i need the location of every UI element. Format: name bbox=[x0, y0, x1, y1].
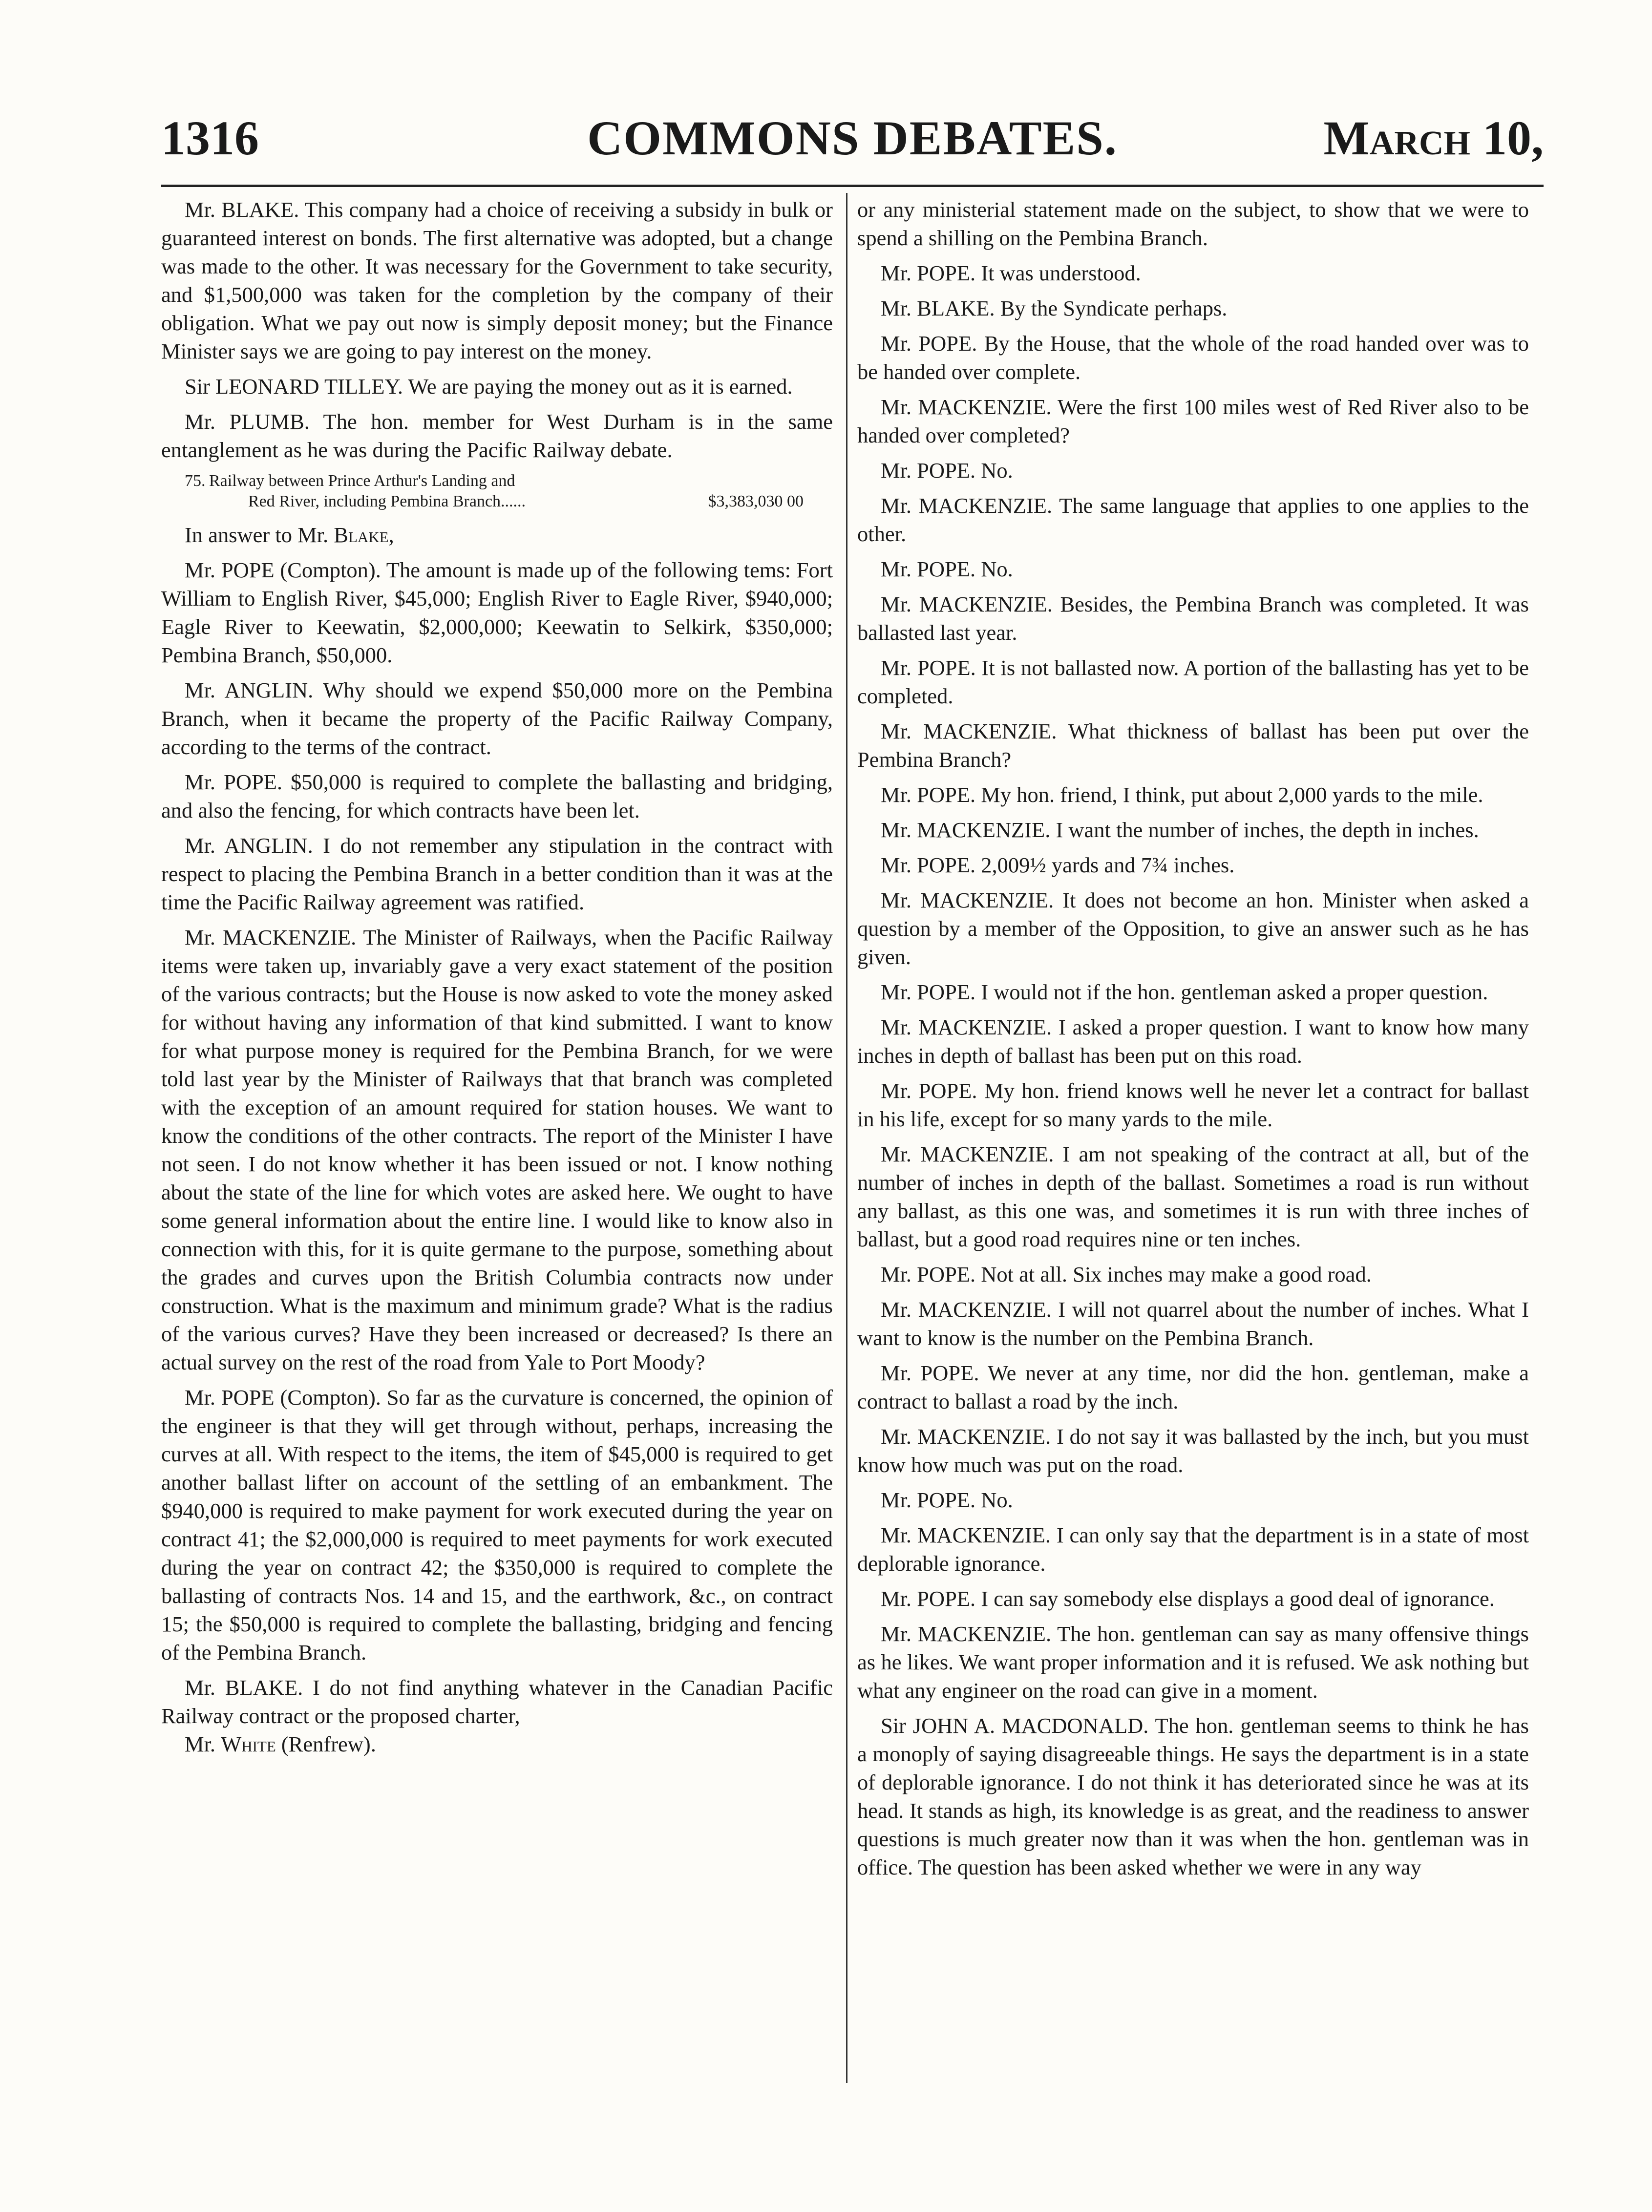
paragraph: Mr. MACKENZIE. I asked a proper question. I want to know how many inches in depth of ballast has been put on this road. bbox=[857, 1015, 1529, 1068]
paragraph: Mr. ANGLIN. I do not remember any stipulation in the contract with respect to placing the Pembina Branch in a better condition than it was at the time the Pacific Railway agreement was ratified. bbox=[161, 833, 833, 914]
paragraph: Mr. POPE. We never at any time, nor did the hon. gentleman, make a contract to ballast a road by the inch. bbox=[857, 1361, 1529, 1413]
paragraph: Mr. MACKENZIE. The same language that applies to one applies to the other. bbox=[857, 493, 1529, 546]
paragraph: Sir LEONARD TILLEY. We are paying the money out as it is earned. bbox=[185, 374, 793, 399]
item-number: 75. bbox=[185, 472, 206, 490]
paragraph: Mr. POPE. I can say somebody else displays a good deal of ignorance. bbox=[881, 1586, 1495, 1611]
paragraph: Mr. MACKENZIE. I am not speaking of the contract at all, but of the number of inches in depth of the ballast. Sometimes a road is run without any ballast, as this one was, and sometimes it is run with three inches of ballast, but a good road requires nine or ten inches. bbox=[857, 1142, 1529, 1251]
paragraph: Mr. MACKENZIE. Were the first 100 miles west of Red River also to be handed over completed? bbox=[857, 395, 1529, 447]
answer-note: In answer to Mr. Blake, bbox=[185, 523, 394, 547]
paragraph: Mr. POPE. I would not if the hon. gentleman asked a proper question. bbox=[881, 980, 1488, 1004]
paragraph: Mr. POPE. By the House, that the whole of the road handed over was to be handed over complete. bbox=[857, 331, 1529, 384]
paragraph: Mr. POPE (Compton). The amount is made up of the following tems: Fort William to English River, $45,000; English River to Eagle River, $940,000; Eagle River to Keewatin, $2,000,000; Keewatin to Selkirk, $350,000; Pembina Branch, $50,000. bbox=[161, 558, 833, 667]
left-column bbox=[161, 195, 833, 1765]
paragraph: Sir JOHN A. MACDONALD. The hon. gentleman seems to think he has a monoply of saying disagreeable things. He says the department is in a state of deplorable ignorance. I do not think it has deteriorated since he was at its head. It stands as high, its knowledge is as great, and the readiness to answer questions is much greater now than it was when the hon. gentleman was in office. The question has been asked whether we were in any way bbox=[857, 1713, 1529, 1879]
paragraph: Mr. ANGLIN. Why should we expend $50,000 more on the Pembina Branch, when it became the property of the Pacific Railway Company, according to the terms of the contract. bbox=[161, 678, 833, 759]
paragraph: Mr. MACKENZIE. The Minister of Railways, when the Pacific Railway items were taken up, invariably gave a very exact statement of the position of the various contracts; but the House is now asked to vote the money asked for without having any information of that kind submitted. I want to know for what purpose money is required for the Pembina Branch, for we were told last year by the Minister of Railways that that branch was completed with the exception of an amount required for station houses. We want to know the conditions of the other contracts. The report of the Minister I have not seen. I do not know whether it has been issued or not. I know nothing about the state of the line for which votes are asked here. We ought to have some general information about the entire line. I would like to know also in connection with this, for it is quite germane to the purpose, something about the grades and curves upon the British Columbia contracts now under construction. What is the maximum and minimum grade? What is the radius of the various curves? Have they been increased or decreased? Is there an actual survey on the rest of the road from Yale to Port Moody? bbox=[161, 925, 833, 1374]
paragraph: Mr. POPE. Not at all. Six inches may make a good road. bbox=[881, 1262, 1372, 1286]
paragraph: Mr. BLAKE. This company had a choice of receiving a subsidy in bulk or guaranteed interest on bonds. The first alternative was adopted, but a change was made to the other. It was necessary for the Government to take security, and $1,500,000 was taken for the completion by the company of their obligation. What we pay out now is simply deposit money; but the Finance Minister says we are going to pay interest on the money. bbox=[161, 197, 833, 363]
header-rule bbox=[161, 185, 1544, 187]
paragraph: Mr. MACKENZIE. I will not quarrel about the number of inches. What I want to know is the number on the Pembina Branch. bbox=[857, 1297, 1529, 1350]
paragraph: Mr. POPE. 2,009½ yards and 7¾ inches. bbox=[881, 853, 1235, 877]
publication-title: COMMONS DEBATES. bbox=[587, 111, 1118, 165]
paragraph: Mr. MACKENZIE. I can only say that the department is in a state of most deplorable ignorance. bbox=[857, 1523, 1529, 1576]
column-divider bbox=[846, 193, 847, 2083]
paragraph: Mr. MACKENZIE. It does not become an hon. Minister when asked a question by a member of the Opposition, to give an answer such as he has given. bbox=[857, 888, 1529, 969]
paragraph: Mr. POPE. No. bbox=[881, 458, 1013, 483]
paragraph: Mr. POPE. My hon. friend knows well he never let a contract for ballast in his life, except for so many yards to the mile. bbox=[857, 1078, 1529, 1131]
paragraph: Mr. POPE. My hon. friend, I think, put about 2,000 yards to the mile. bbox=[881, 782, 1483, 807]
right-column bbox=[857, 195, 1529, 1888]
paragraph: Mr. MACKENZIE. What thickness of ballast has been put over the Pembina Branch? bbox=[857, 719, 1529, 772]
page-header bbox=[161, 110, 1544, 164]
chair-name: White bbox=[221, 1732, 276, 1756]
paragraph: Mr. POPE. It is not ballasted now. A portion of the ballasting has yet to be completed. bbox=[857, 655, 1529, 708]
paragraph: Mr. POPE. $50,000 is required to complete the ballasting and bridging, and also the fencing, for which contracts have been let. bbox=[161, 770, 833, 822]
paragraph: Mr. BLAKE. I do not find anything whatever in the Canadian Pacific Railway contract or the proposed charter, bbox=[161, 1675, 833, 1728]
paragraph: Mr. POPE. No. bbox=[881, 557, 1013, 581]
paragraph: Mr. MACKENZIE. Besides, the Pembina Branch was completed. It was ballasted last year. bbox=[857, 592, 1529, 645]
paragraph: Mr. POPE (Compton). So far as the curvature is concerned, the opinion of the engineer is that they will get through without, perhaps, increasing the curves at all. With respect to the items, the item of $45,000 is required to get another ballast lifter on account of the settling of an embankment. The $940,000 is required to make payment for work executed during the year on contract 41; the $2,000,000 is required to meet payments for work executed during the year on contract 42; the $350,000 is required to complete the ballasting of contracts Nos. 14 and 15, and the earthwork, &c., on contract 15; the $50,000 is required to complete the ballasting, bridging and fencing of the Pembina Branch. bbox=[161, 1385, 833, 1664]
paragraph: Mr. MACKENZIE. I want the number of inches, the depth in inches. bbox=[881, 818, 1479, 842]
answer-name: Blake, bbox=[334, 523, 394, 547]
estimate-item bbox=[185, 471, 833, 512]
paragraph: Mr. MACKENZIE. The hon. gentleman can say as many offensive things as he likes. We want proper information and it is refused. We ask nothing but what any engineer on the road can give in a moment. bbox=[857, 1622, 1529, 1703]
item-amount: $3,383,030 00 bbox=[708, 492, 804, 510]
item-line1: Railway between Prince Arthur's Landing and bbox=[209, 472, 515, 490]
page-number: 1316 bbox=[161, 111, 259, 165]
chair-note: Mr. White (Renfrew). bbox=[185, 1732, 376, 1756]
paragraph: or any ministerial statement made on the subject, to show that we were to spend a shilling on the Pembina Branch. bbox=[857, 197, 1529, 250]
paragraph: Mr. MACKENZIE. I do not say it was ballasted by the inch, but you must know how much was put on the road. bbox=[857, 1424, 1529, 1477]
paragraph: Mr. PLUMB. The hon. member for West Durham is in the same entanglement as he was during the Pacific Railway debate. bbox=[161, 409, 833, 462]
item-line2: Red River, including Pembina Branch...... bbox=[248, 492, 526, 510]
header-date: March 10, bbox=[1323, 111, 1544, 165]
paragraph: Mr. BLAKE. By the Syndicate perhaps. bbox=[881, 296, 1228, 320]
paragraph: Mr. POPE. It was understood. bbox=[881, 261, 1141, 285]
paragraph: Mr. POPE. No. bbox=[881, 1488, 1013, 1512]
